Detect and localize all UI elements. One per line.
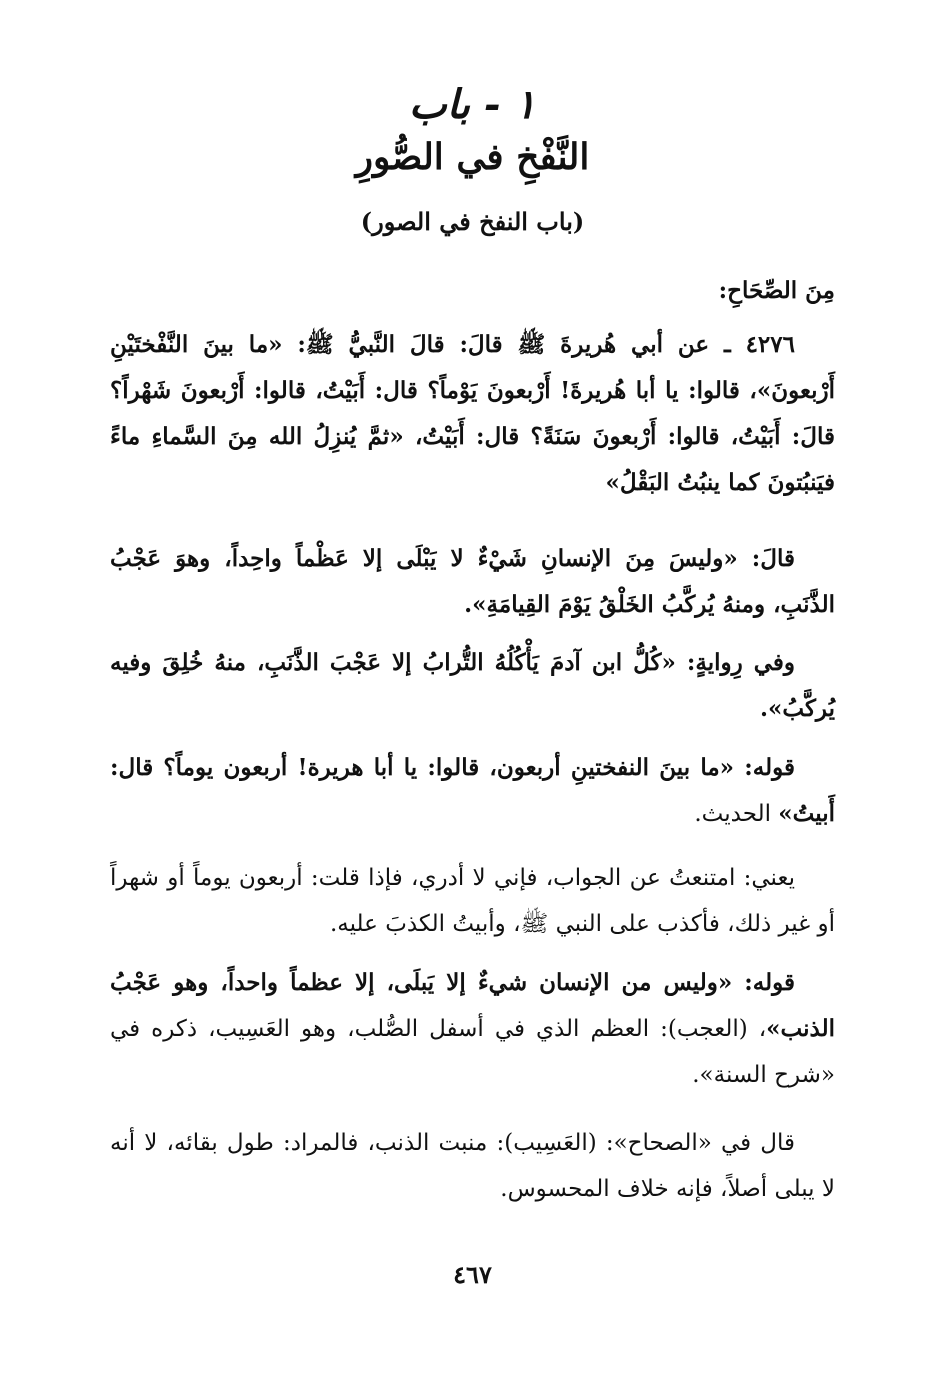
hadith-continuation: قالَ: «وليسَ مِنَ الإنسانِ شَيْءٌ لا يَبْلَى إلا عَظْماً واحِداً، وهوَ عَجْبُ الذَّنَبِ، ومنهُ يُركَّبُ الخَلْقُ يَوْمَ القِيامَةِ». bbox=[110, 545, 835, 618]
commentary-3 bbox=[110, 960, 835, 1098]
commentary-3-rest: ، (العجب): العظم الذي في أسفل الصُّلب، وهو العَسِيب، ذكره في «شرح السنة». bbox=[110, 1016, 835, 1088]
commentary-1-rest: الحديث. bbox=[694, 801, 779, 827]
commentary-3-quote: قوله: «وليس من الإنسان شيءٌ إلا يَبلَى، إلا عظماً واحداً، وهو عَجْبُ الذنب» bbox=[110, 969, 835, 1042]
page-number: ٤٦٧ bbox=[453, 1260, 492, 1289]
hadith-main: ٤٢٧٦ ـ عن أبي هُريرةَ ﷺ قالَ: قالَ النَّبيُّ ﷺ: «ما بينَ النَّفْختَيْنِ أَرْبعونَ»، قالوا: يا أبا هُريرةَ! أَرْبعونَ يَوْماً؟ قال: أَبَيْتُ، قالوا: أَرْبعونَ شَهْراً؟ قالَ: أَبَيْتُ، قالوا: أَرْبعونَ سَنَةً؟ قال: أَبَيْتُ، «ثمَّ يُنزِلُ الله مِنَ السَّماءِ ماءً فيَنبُتونَ كما ينبُتُ البَقْلُ» bbox=[110, 331, 835, 496]
chapter-number: ١ - باب bbox=[409, 81, 536, 128]
commentary-1-quote: قوله: «ما بينَ النفختينِ أربعون، قالوا: يا أبا هريرة! أربعون يوماً؟ قال: أَبيتُ» bbox=[110, 754, 835, 827]
section-label: مِنَ الصِّحَاحِ: bbox=[718, 277, 835, 304]
chapter-title: النَّفْخِ في الصُّورِ bbox=[355, 136, 590, 178]
hadith-riwaya: وفي رِوايةٍ: «كُلُّ ابن آدمَ يَأْكُلُهُ التُّرابُ إلا عَجْبَ الذَّنَبِ، منهُ خُلِقَ وفيه يُركَّبُ». bbox=[110, 649, 835, 722]
chapter-subtitle: (باب النفخ في الصور) bbox=[360, 207, 585, 236]
commentary-2: يعني: امتنعتُ عن الجواب، فإني لا أدري، فإذا قلت: أربعون يوماً أو شهراً أو غير ذلك، فأكذب على النبي ﷺ، وأبيتُ الكذبَ عليه. bbox=[110, 865, 835, 937]
commentary-1 bbox=[110, 745, 835, 837]
commentary-4: قال في «الصحاح»: (العَسِيب): منبت الذنب، فالمراد: طول بقائه، لا أنه لا يبلى أصلاً، فإنه خلاف المحسوس. bbox=[110, 1130, 835, 1202]
